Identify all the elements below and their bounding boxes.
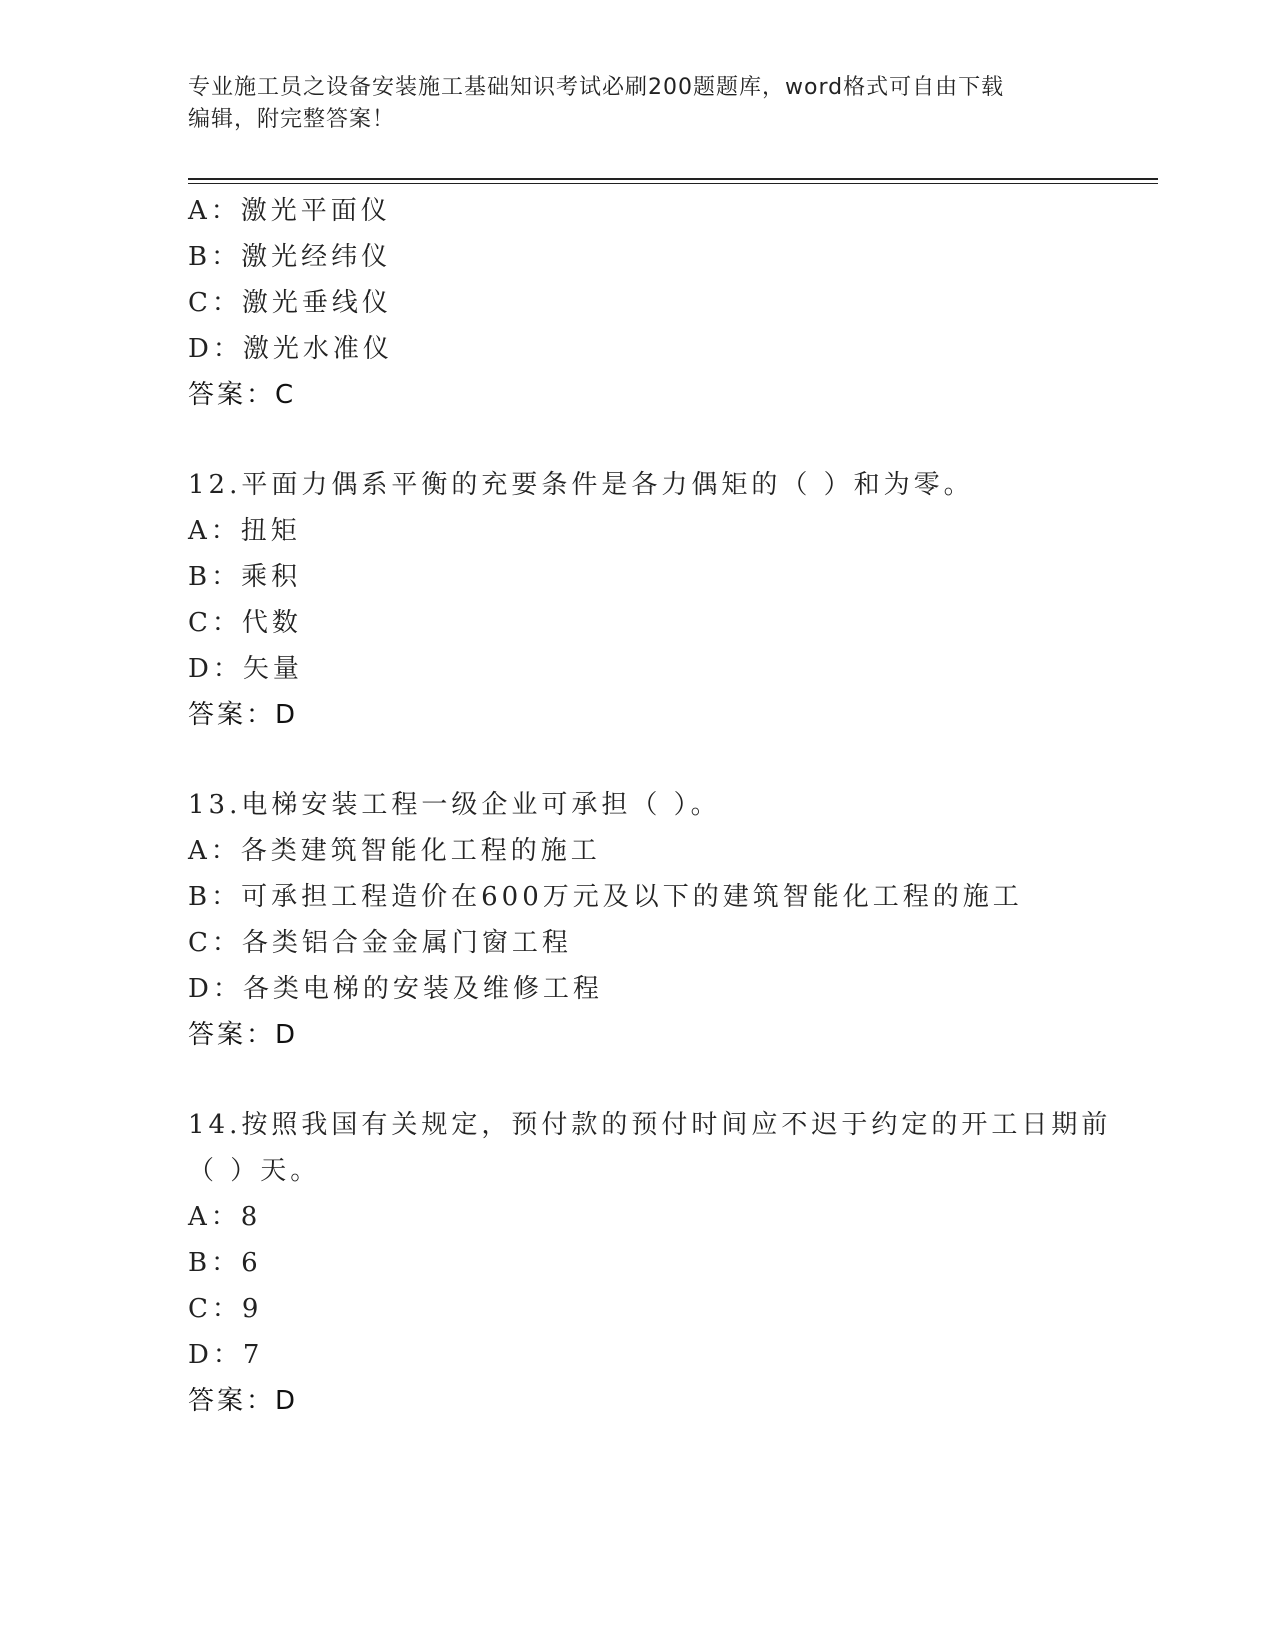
option-d: D：激光水准仪 [188,334,393,364]
question-stem-line-2: （ ）天。 [188,1156,321,1186]
option-b: B：可承担工程造价在600万元及以下的建筑智能化工程的施工 [188,882,1023,912]
option-c: C：代数 [188,608,302,638]
header-divider-thin [188,183,1158,184]
question-spacer [188,1058,1168,1102]
option-c: C：9 [188,1294,263,1324]
document-header [188,72,1068,136]
header-title-line-2: 编辑，附完整答案！ [188,107,396,132]
question-stem: 13.电梯安装工程一级企业可承担（ ）。 [188,790,721,820]
question-13-block [188,782,1168,1058]
option-a: A：8 [188,1202,262,1232]
option-a: A：激光平面仪 [188,196,391,226]
answer-line: 答案：D [188,700,299,730]
question-12-block [188,462,1168,738]
header-divider-thick [188,178,1158,180]
question-stem-line-1: 14.按照我国有关规定，预付款的预付时间应不迟于约定的开工日期前 [188,1110,1112,1140]
question-spacer [188,738,1168,782]
question-list [188,188,1168,1424]
option-d: D：各类电梯的安装及维修工程 [188,974,603,1004]
option-b: B：6 [188,1248,262,1278]
header-title-line-1: 专业施工员之设备安装施工基础知识考试必刷200题题库，word格式可自由下载 [188,75,1005,100]
option-b: B：乘积 [188,562,302,592]
option-b: B：激光经纬仪 [188,242,392,272]
option-d: D：7 [188,1340,264,1370]
answer-line: 答案：D [188,1386,299,1416]
option-a: A：各类建筑智能化工程的施工 [188,836,601,866]
question-14-block [188,1102,1168,1424]
question-stem: 12.平面力偶系平衡的充要条件是各力偶矩的（ ）和为零。 [188,470,974,500]
option-c: C：激光垂线仪 [188,288,392,318]
option-d: D：矢量 [188,654,303,684]
option-c: C：各类铝合金金属门窗工程 [188,928,572,958]
question-11-block [188,188,1168,418]
question-spacer [188,418,1168,462]
answer-line: 答案：D [188,1020,299,1050]
option-a: A：扭矩 [188,516,301,546]
answer-line: 答案：C [188,380,297,410]
